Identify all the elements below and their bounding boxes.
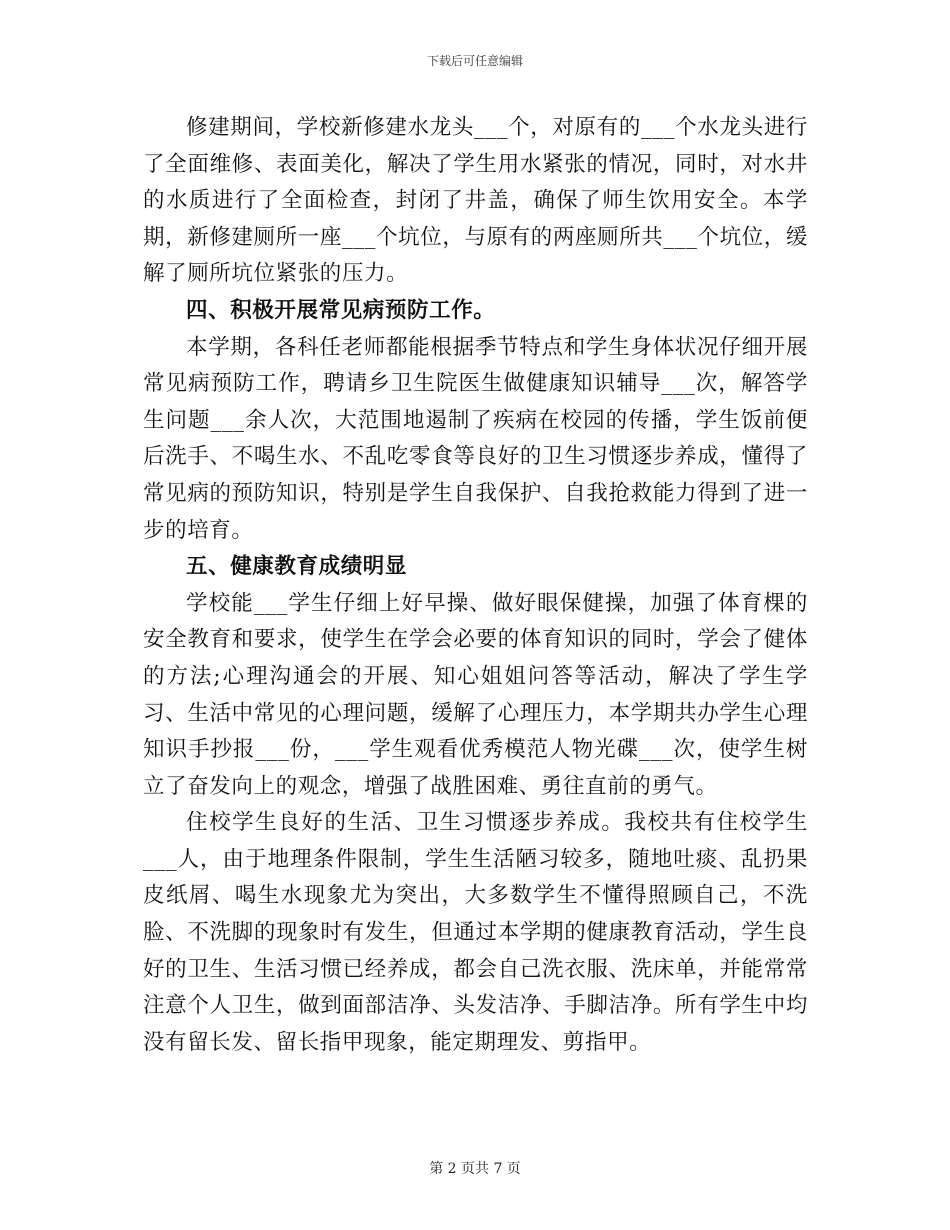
paragraph-health-education: 学校能___学生仔细上好早操、做好眼保健操，加强了体育棵的安全教育和要求，使学生在学会必要的体育知识的同时，学会了健体的方法;心理沟通会的开展、知心姐姐问答等活动，解决了学生学习、生活中常见的心理问题，缓解了心理压力，本学期共办学生心理知识手抄报___份，___学生观看优秀模范人物光碟___次，使学生树立了奋发向上的观念，增强了战胜困难、勇往直前的勇气。 [143,590,808,799]
page-header-note: 下载后可任意编辑 [426,54,523,68]
page-number: 第 2 页共 7 页 [429,1161,521,1177]
document-body [143,110,808,1061]
paragraph-boarding-students: 住校学生良好的生活、卫生习惯逐步养成。我校共有住校学生___人，由于地理条件限制，学生生活陋习较多，随地吐痰、乱扔果皮纸屑、喝生水现象尤为突出，大多数学生不懂得照顾自己，不洗脸、不洗脚的现象时有发生，但通过本学期的健康教育活动，学生良好的卫生、生活习惯已经养成，都会自己洗衣服、洗床单，并能常常注意个人卫生，做到面部洁净、头发洁净、手脚洁净。所有学生中均没有留长发、留长指甲现象，能定期理发、剪指甲。 [143,810,808,1055]
paragraph-facilities: 修建期间，学校新修建水龙头___个，对原有的___个水龙头进行了全面维修、表面美化，解决了学生用水紧张的情况，同时，对水井的水质进行了全面检查，封闭了井盖，确保了师生饮用安全。本学期，新修建厕所一座___个坑位，与原有的两座厕所共___个坑位，缓解了厕所坑位紧张的压力。 [143,115,808,287]
paragraph-disease-prevention: 本学期，各科任老师都能根据季节特点和学生身体状况仔细开展常见病预防工作，聘请乡卫生院医生做健康知识辅导___次，解答学生问题___余人次，大范围地遏制了疾病在校园的传播，学生饭前便后洗手、不喝生水、不乱吃零食等良好的卫生习惯逐步养成，懂得了常见病的预防知识，特别是学生自我保护、自我抢救能力得到了进一步的培育。 [143,334,808,543]
section-heading-4: 四、积极开展常见病预防工作。 [186,297,496,323]
section-heading-5: 五、健康教育成绩明显 [186,554,408,580]
